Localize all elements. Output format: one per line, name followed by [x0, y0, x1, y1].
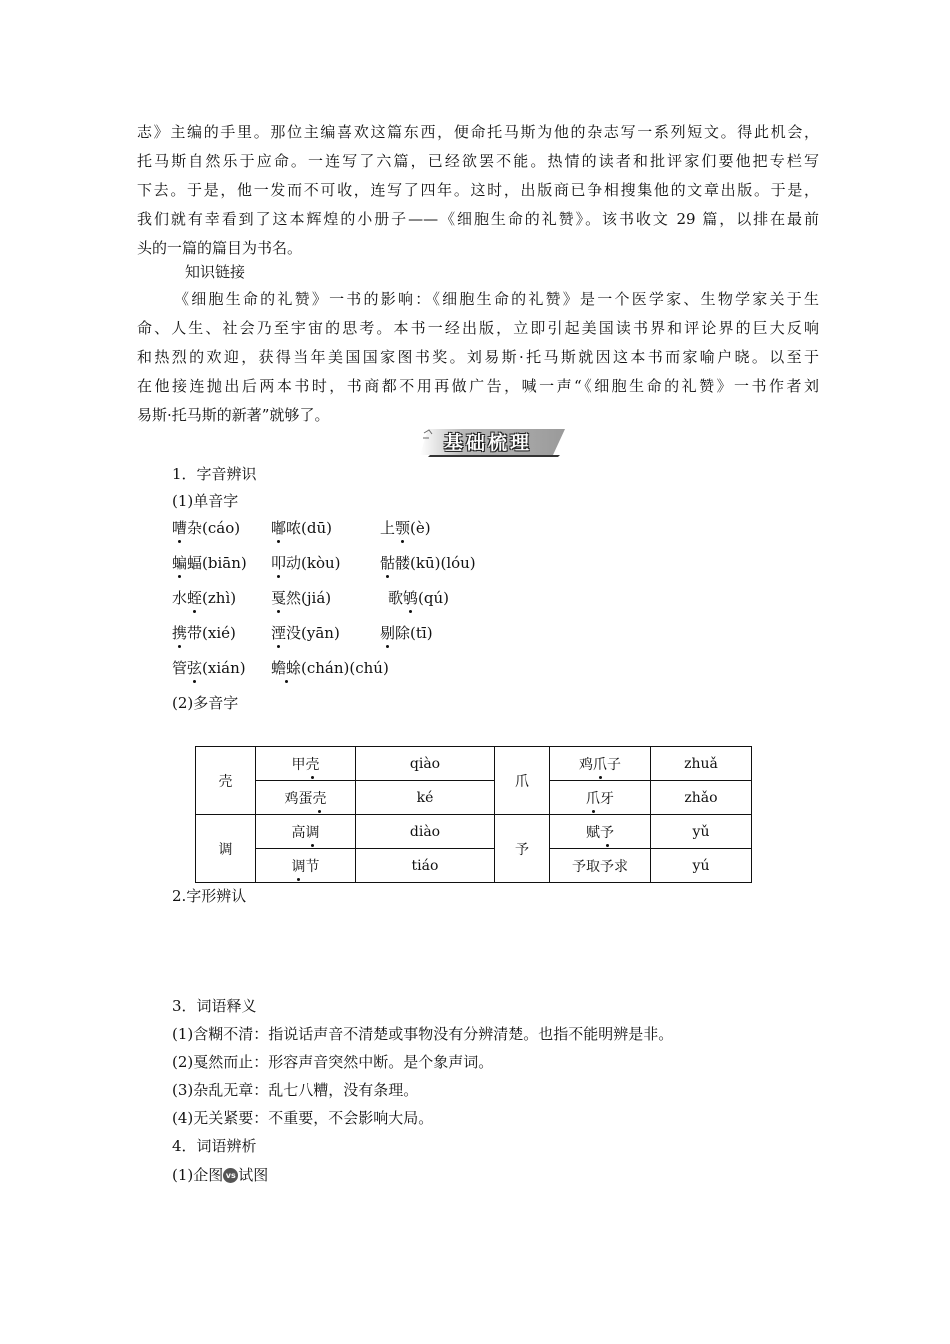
table-cell: 调节 [256, 849, 356, 883]
text-line: 和热烈的欢迎，获得当年美国国家图书奖。刘易斯·托马斯就因这本书而家喻户晓。以至于 [137, 348, 819, 366]
table-cell: 赋予 [550, 815, 651, 849]
table-cell: diào [356, 815, 495, 849]
table-cell: 鸡蛋壳 [256, 781, 356, 815]
pinyin-item: 管弦(xián) [172, 659, 246, 677]
section1-sub2: (2)多音字 [172, 694, 239, 712]
definition-item: (3)杂乱无章：乱七八糟，没有条理。 [172, 1081, 419, 1099]
section1-sub1: (1)单音字 [172, 492, 239, 510]
pinyin-item: 骷髅(kū)(lóu) [380, 554, 476, 572]
table-cell: yú [651, 849, 752, 883]
pinyin-item: 歌鸲(qú) [388, 589, 449, 607]
pinyin-item: 蟾蜍(chán)(chú) [271, 659, 389, 677]
table-cell: ké [356, 781, 495, 815]
table-cell: yǔ [651, 815, 752, 849]
table-row [196, 849, 752, 883]
table-cell: zhuǎ [651, 747, 752, 781]
pinyin-item: 上颚(è) [380, 519, 431, 537]
table-cell: qiào [356, 747, 495, 781]
table-cell: 爪 [495, 747, 550, 815]
pinyin-item: 嘈杂(cáo) [172, 519, 241, 537]
pinyin-item: 湮没(yān) [271, 624, 340, 642]
definition-item: (1)含糊不清：指说话声音不清楚或事物没有分辨清楚。也指不能明辨是非。 [172, 1025, 674, 1043]
text-line: 在他接连抛出后两本书时，书商都不用再做广告，喊一声“《细胞生命的礼赞》一书作者刘 [137, 377, 819, 395]
table-cell: 爪牙 [550, 781, 651, 815]
table-cell: 鸡爪子 [550, 747, 651, 781]
pinyin-item: 叩动(kòu) [271, 554, 341, 572]
pinyin-item: 水蛭(zhì) [172, 589, 237, 607]
pinyin-item: 剔除(tī) [380, 624, 433, 642]
table-cell: 高调 [256, 815, 356, 849]
table-cell: tiáo [356, 849, 495, 883]
text-line: 易斯·托马斯的新著”就够了。 [137, 406, 330, 424]
table-cell: 壳 [196, 747, 256, 815]
pinyin-item: 戛然(jiá) [271, 589, 332, 607]
table-cell: 调 [196, 815, 256, 883]
pinyin-item: 携带(xié) [172, 624, 236, 642]
section-banner [420, 425, 565, 457]
section2-title: 2.字形辨认 [172, 887, 247, 905]
table-cell: 予取予求 [550, 849, 651, 883]
pinyin-item: 嘟哝(dū) [271, 519, 332, 537]
knowledge-heading: 知识链接 [185, 263, 246, 281]
section4-title: 4．词语辨析 [172, 1137, 257, 1155]
section1-title: 1．字音辨识 [172, 465, 257, 483]
text-line: 志》主编的手里。那位主编喜欢这篇东西，便命托马斯为他的杂志写一系列短文。得此机会， [137, 123, 819, 141]
text-line: 托马斯自然乐于应命。一连写了六篇，已经欲罢不能。热情的读者和批评家们要他把专栏写 [137, 152, 819, 170]
table-cell: 予 [495, 815, 550, 883]
text-line: 我们就有幸看到了这本辉煌的小册子——《细胞生命的礼赞》。该书收文 29 篇，以排在最前 [137, 210, 819, 228]
section3-title: 3．词语释义 [172, 997, 257, 1015]
definition-item: (4)无关紧要：不重要，不会影响大局。 [172, 1109, 434, 1127]
knowledge-paragraph [137, 285, 819, 430]
intro-paragraph [137, 118, 819, 263]
pinyin-item: 蝙蝠(biān) [172, 554, 247, 572]
banner-title: 基础梳理 [444, 432, 533, 454]
table-row [196, 747, 752, 781]
text-line: 命、人生、社会乃至宇宙的思考。本书一经出版，立即引起美国读书界和评论界的巨大反响 [137, 319, 819, 337]
table-cell: zhǎo [651, 781, 752, 815]
text-line: 头的一篇的篇目为书名。 [137, 239, 303, 257]
text-line: 下去。于是，他一发而不可收，连写了四年。这时，出版商已争相搜集他的文章出版。于是， [137, 181, 819, 199]
comparison-item: (1)企图 vs 试图 [172, 1166, 269, 1184]
definition-item: (2)戛然而止：形容声音突然中断。是个象声词。 [172, 1053, 494, 1071]
vs-icon: vs [223, 1168, 238, 1183]
text-line: 《细胞生命的礼赞》一书的影响：《细胞生命的礼赞》是一个医学家、生物学家关于生 [174, 290, 819, 308]
polyphone-table [195, 746, 752, 883]
table-row [196, 815, 752, 849]
table-row [196, 781, 752, 815]
table-cell: 甲壳 [256, 747, 356, 781]
